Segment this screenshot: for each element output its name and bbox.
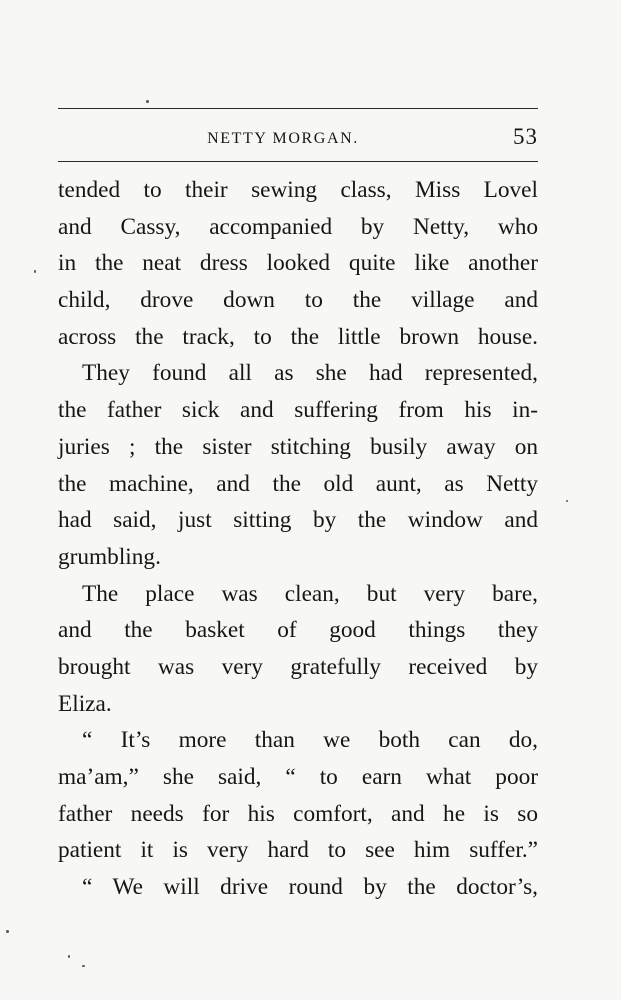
text-line: ma’am,” she said, “ to earn what poor	[58, 764, 538, 790]
paper-speck	[34, 270, 36, 273]
text-line: in the neat dress looked quite like another	[58, 250, 538, 277]
text-line: had said, just sitting by the window and	[58, 507, 538, 534]
text-line: grumbling.	[58, 543, 161, 570]
text-line: juries ; the sister stitching busily away on	[58, 433, 538, 460]
running-title: NETTY MORGAN.	[207, 130, 359, 147]
text-line: and the basket of good things they	[58, 617, 538, 644]
text-line: “ It’s more than we both can do,	[82, 727, 538, 754]
text-line: and Cassy, accompanied by Netty, who	[58, 213, 538, 240]
text-line: child, drove down to the village and	[58, 287, 538, 314]
text-line: brought was very gratefully received by	[58, 653, 538, 680]
paper-speck	[146, 100, 149, 103]
text-line: The place was clean, but very bare,	[82, 580, 538, 607]
paper-speck	[566, 500, 568, 502]
text-line: the father sick and suffering from his in-	[58, 397, 538, 424]
body-text	[58, 172, 538, 906]
running-head	[58, 124, 538, 158]
paper-speck	[68, 955, 70, 958]
paper-speck	[6, 930, 9, 933]
header-top-rule	[58, 108, 538, 109]
page-number: 53	[513, 124, 538, 149]
text-line: tended to their sewing class, Miss Lovel	[58, 177, 538, 203]
text-line: “ We will drive round by the doctor’s,	[82, 874, 538, 901]
text-line: Eliza.	[58, 690, 112, 717]
text-line: the machine, and the old aunt, as Netty	[58, 470, 538, 497]
paper-speck	[82, 965, 85, 967]
text-line: patient it is very hard to see him suffer.”	[58, 837, 538, 864]
text-line: They found all as she had represented,	[82, 360, 538, 387]
header-bottom-rule	[58, 161, 538, 162]
text-line: father needs for his comfort, and he is so	[58, 800, 538, 827]
text-line: across the track, to the little brown house.	[58, 323, 538, 350]
